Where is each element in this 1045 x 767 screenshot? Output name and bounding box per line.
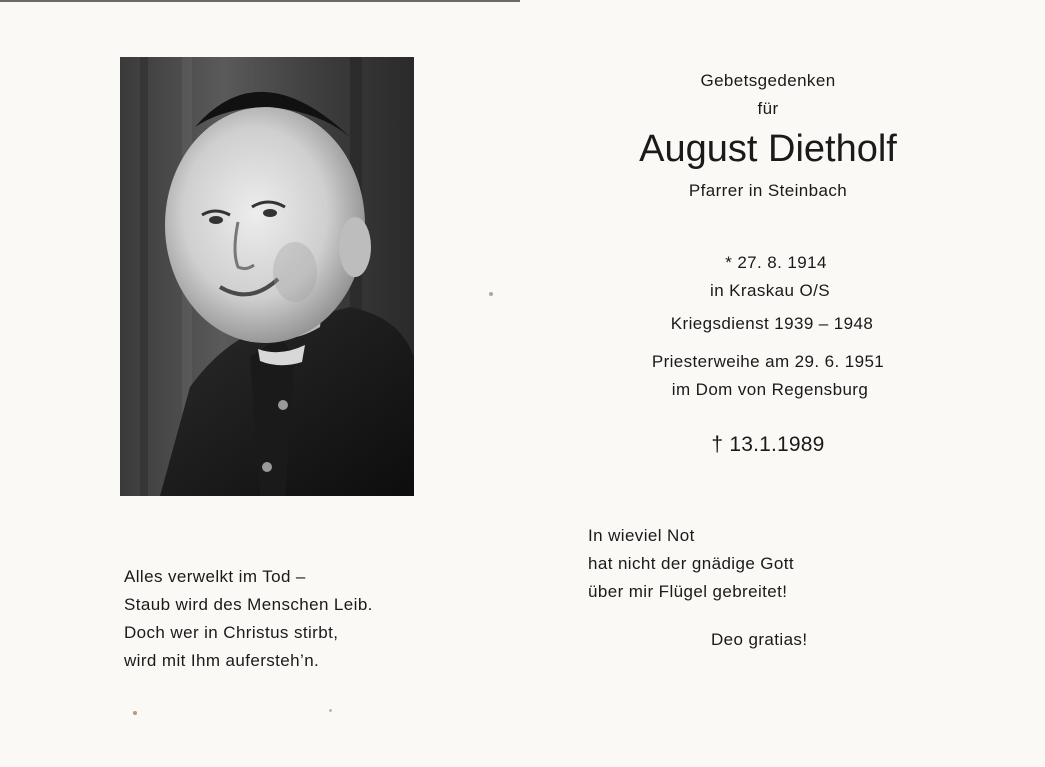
birth-date: * 27. 8. 1914 bbox=[725, 253, 827, 272]
top-edge-line bbox=[0, 0, 520, 2]
header-line1: Gebetsgedenken bbox=[700, 71, 836, 90]
deceased-name: August Dietholf bbox=[639, 128, 897, 170]
verse-right-line: In wieviel Not bbox=[588, 526, 695, 545]
verse-right-line: hat nicht der gnädige Gott bbox=[588, 554, 795, 573]
verse-left-line: wird mit Ihm aufersteh’n. bbox=[124, 651, 320, 670]
closing-phrase: Deo gratias! bbox=[711, 630, 808, 649]
paper-speck bbox=[329, 709, 332, 712]
portrait-photo bbox=[120, 57, 414, 496]
verse-right bbox=[588, 522, 794, 606]
verse-right-line: über mir Flügel gebreitet! bbox=[588, 582, 788, 601]
verse-left-line: Alles verwelkt im Tod – bbox=[124, 567, 306, 586]
paper-speck bbox=[489, 292, 493, 296]
ordination-place: im Dom von Regensburg bbox=[671, 380, 869, 399]
portrait-illustration bbox=[120, 57, 414, 496]
death-date: † 13.1.1989 bbox=[711, 433, 825, 456]
verse-left-line: Staub wird des Menschen Leib. bbox=[124, 595, 373, 614]
deceased-title: Pfarrer in Steinbach bbox=[688, 181, 848, 200]
birth-place: in Kraskau O/S bbox=[710, 281, 830, 300]
ordination-date: Priesterweihe am 29. 6. 1951 bbox=[651, 352, 885, 371]
verse-left-line: Doch wer in Christus stirbt, bbox=[124, 623, 339, 642]
header-line2: für bbox=[757, 99, 779, 118]
military-service: Kriegsdienst 1939 – 1948 bbox=[670, 314, 874, 333]
paper-speck bbox=[133, 711, 137, 715]
verse-left bbox=[124, 563, 373, 675]
